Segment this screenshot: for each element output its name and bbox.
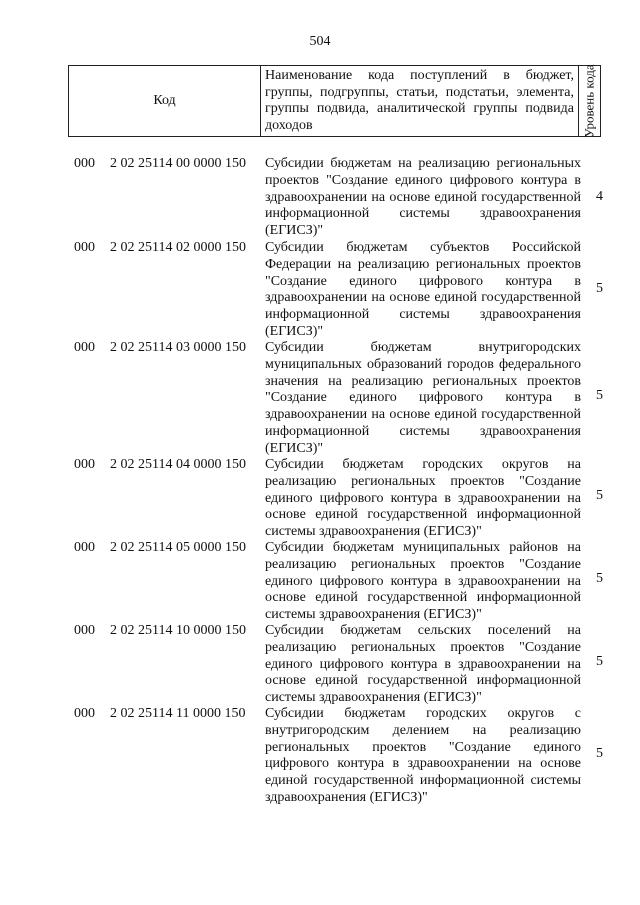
- row-code: 2 02 25114 00 0000 150: [110, 156, 246, 171]
- row-description: Субсидии бюджетам на реализацию региональных проектов "Создание единого цифрового контура в здравоохранении на основе единой государственной информационной системы здравоохранения (ЕГИСЗ)": [265, 156, 581, 239]
- row-admin: 000: [74, 156, 95, 171]
- header-level: [579, 66, 601, 136]
- row-description: Субсидии бюджетам сельских поселений на реализацию региональных проектов "Создание единого цифрового контура в здравоохранении на основе единой государственной информационной системы здравоохранения (ЕГИСЗ)": [265, 623, 581, 706]
- row-level: 5: [596, 281, 603, 296]
- row-admin: 000: [74, 240, 95, 255]
- row-description: Субсидии бюджетам внутригородских муниципальных образований городов федерального значения на реализацию региональных проектов "Создание единого цифрового контура в здравоохранении на основе единой государственной информационной системы здравоохранения (ЕГИСЗ)": [265, 340, 581, 456]
- row-admin: 000: [74, 340, 95, 355]
- row-code: 2 02 25114 03 0000 150: [110, 340, 246, 355]
- row-admin: 000: [74, 706, 95, 721]
- row-code: 2 02 25114 02 0000 150: [110, 240, 246, 255]
- row-code: 2 02 25114 05 0000 150: [110, 540, 246, 555]
- row-code: 2 02 25114 04 0000 150: [110, 457, 246, 472]
- row-code: 2 02 25114 11 0000 150: [110, 706, 246, 721]
- row-level: 5: [596, 746, 603, 761]
- row-level: 5: [596, 388, 603, 403]
- row-description: Субсидии бюджетам городских округов с внутригородским делением на реализацию региональных проектов "Создание единого цифрового контура в здравоохранении на основе единой государственной информационной системы здравоохранения (ЕГИСЗ)": [265, 706, 581, 805]
- row-level: 5: [596, 571, 603, 586]
- header-level-label: Уровень кода: [582, 64, 598, 138]
- row-level: 4: [596, 189, 603, 204]
- row-level: 5: [596, 488, 603, 503]
- table-header: [68, 65, 601, 137]
- row-admin: 000: [74, 457, 95, 472]
- header-name: Наименование кода поступлений в бюджет, группы, подгруппы, статьи, подстатьи, элемента, группы подвида, аналитической группы подвида доходов: [261, 66, 579, 136]
- row-description: Субсидии бюджетам городских округов на реализацию региональных проектов "Создание единого цифрового контура в здравоохранении на основе единой государственной информационной системы здравоохранения (ЕГИСЗ)": [265, 457, 581, 540]
- row-admin: 000: [74, 623, 95, 638]
- row-admin: 000: [74, 540, 95, 555]
- row-description: Субсидии бюджетам муниципальных районов на реализацию региональных проектов "Создание единого цифрового контура в здравоохранении на основе единой государственной информационной системы здравоохранения (ЕГИСЗ)": [265, 540, 581, 623]
- page-number: 504: [309, 34, 331, 49]
- row-code: 2 02 25114 10 0000 150: [110, 623, 246, 638]
- row-level: 5: [596, 654, 603, 669]
- header-code: Код: [69, 66, 261, 136]
- row-description: Субсидии бюджетам субъектов Российской Федерации на реализацию региональных проектов "Создание единого цифрового контура в здравоохранении на основе единой государственной информационной системы здравоохранения (ЕГИСЗ)": [265, 240, 581, 339]
